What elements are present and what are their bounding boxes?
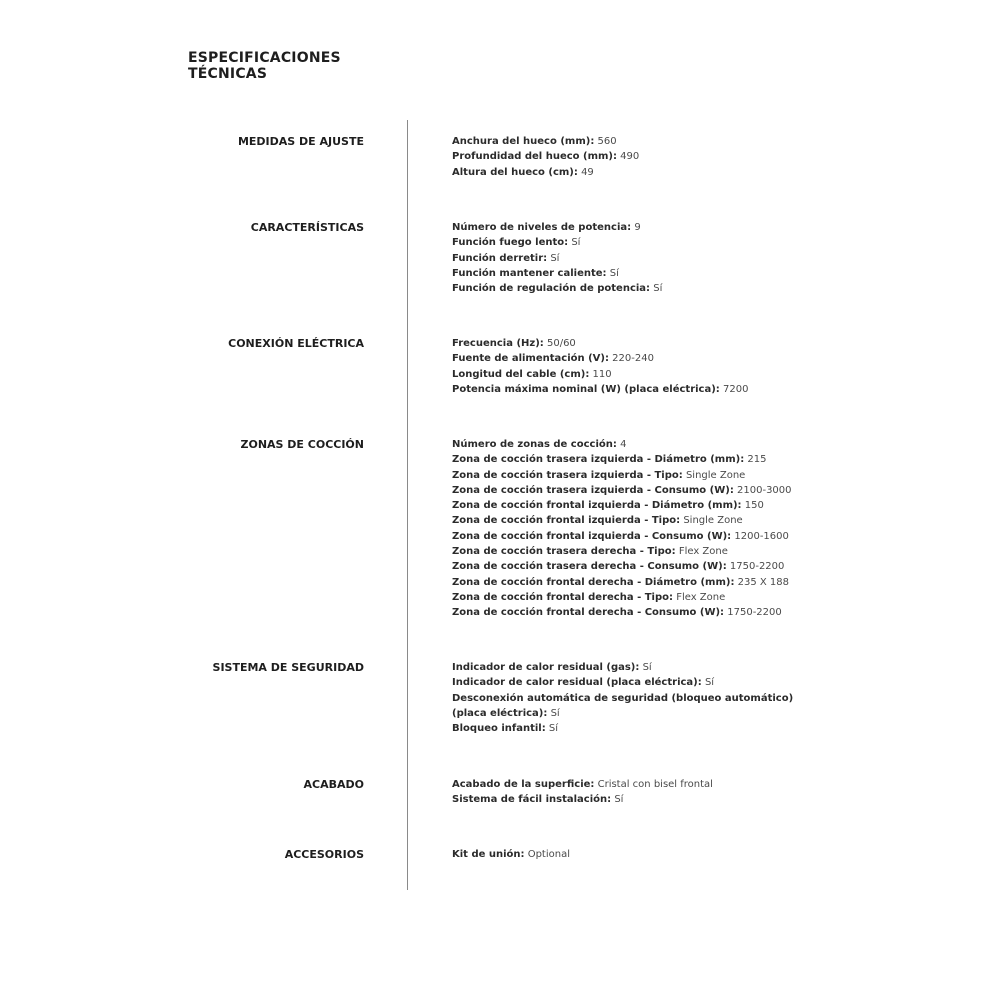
spec-value: Cristal con bisel frontal — [597, 779, 713, 790]
spec-value: 560 — [597, 136, 617, 147]
spec-item — [452, 149, 832, 164]
spec-key: (placa eléctrica): — [452, 707, 548, 719]
section-label: MEDIDAS DE AJUSTE — [237, 135, 364, 148]
spec-list — [452, 777, 832, 808]
spec-value: 1200-1600 — [734, 530, 789, 542]
spec-value: 1750-2200 — [727, 607, 782, 619]
spec-item — [452, 281, 832, 296]
spec-item — [452, 437, 832, 452]
page-title: ESPECIFICACIONES TÉCNICAS — [188, 50, 341, 82]
spec-item — [452, 266, 832, 281]
section-label: ACCESORIOS — [284, 848, 364, 861]
spec-list — [452, 437, 832, 621]
spec-key: Función mantener caliente: — [452, 267, 607, 279]
spec-value: 220-240 — [612, 353, 654, 365]
spec-key: Zona de cocción frontal derecha - Diámetro (mm): — [452, 576, 735, 588]
spec-item — [452, 721, 832, 736]
spec-item — [452, 336, 832, 351]
section-label: SISTEMA DE SEGURIDAD — [212, 661, 364, 674]
spec-item — [452, 544, 832, 559]
spec-item — [452, 220, 832, 235]
spec-key: Frecuencia (Hz): — [452, 338, 544, 349]
spec-item — [452, 792, 832, 807]
spec-key: Zona de cocción trasera derecha - Consumo (W): — [452, 561, 727, 573]
spec-key: Kit de unión: — [452, 849, 525, 860]
spec-value: 2100-3000 — [737, 484, 792, 496]
spec-item — [452, 134, 832, 149]
spec-value: Sí — [642, 662, 652, 673]
spec-value: Sí — [609, 267, 619, 279]
vertical-divider — [407, 120, 408, 890]
spec-item — [452, 660, 832, 675]
spec-key: Zona de cocción frontal derecha - Tipo: — [452, 591, 673, 603]
spec-key: Indicador de calor residual (gas): — [452, 662, 640, 673]
spec-key: Zona de cocción trasera izquierda - Diámetro (mm): — [452, 454, 745, 466]
spec-key: Desconexión automática de seguridad (bloqueo automático) — [452, 692, 794, 704]
spec-item — [452, 382, 832, 397]
spec-item — [452, 605, 832, 620]
spec-key: Anchura del hueco (mm): — [452, 136, 595, 147]
spec-value: 110 — [592, 368, 612, 380]
spec-key: Zona de cocción frontal izquierda - Consumo (W): — [452, 530, 732, 542]
spec-value: 50/60 — [546, 338, 576, 349]
spec-value: 490 — [620, 151, 640, 163]
spec-key: Zona de cocción frontal izquierda - Diámetro (mm): — [452, 500, 742, 512]
spec-value: 9 — [634, 222, 641, 233]
spec-item — [452, 251, 832, 266]
spec-key: Fuente de alimentación (V): — [452, 353, 609, 365]
spec-key: Bloqueo infantil: — [452, 723, 546, 735]
spec-item — [452, 575, 832, 590]
spec-item — [452, 351, 832, 366]
spec-list — [452, 336, 832, 397]
spec-key: Zona de cocción trasera izquierda - Tipo: — [452, 469, 683, 481]
spec-value: 4 — [620, 439, 627, 450]
spec-list — [452, 847, 832, 862]
spec-key: Función fuego lento: — [452, 237, 569, 249]
spec-value: Single Zone — [683, 515, 743, 527]
spec-list — [452, 220, 832, 296]
section-label: ACABADO — [303, 778, 364, 791]
spec-item — [452, 847, 832, 862]
spec-key: Zona de cocción frontal derecha - Consumo (W): — [452, 607, 725, 619]
spec-key: Sistema de fácil instalación: — [452, 794, 612, 806]
spec-list — [452, 134, 832, 180]
spec-value: 215 — [747, 454, 767, 466]
spec-value: Flex Zone — [676, 591, 726, 603]
spec-item — [452, 513, 832, 528]
spec-item — [452, 529, 832, 544]
spec-value: Sí — [653, 283, 663, 295]
spec-value: 49 — [581, 166, 594, 178]
spec-item — [452, 235, 832, 250]
spec-value: 150 — [744, 500, 764, 512]
spec-key: Número de zonas de cocción: — [452, 439, 617, 450]
spec-value: Sí — [550, 252, 560, 264]
spec-value: 1750-2200 — [729, 561, 785, 573]
spec-item — [452, 590, 832, 605]
spec-item — [452, 498, 832, 513]
spec-value: Sí — [571, 237, 581, 249]
spec-key: Profundidad del hueco (mm): — [452, 151, 617, 163]
spec-value: Sí — [614, 794, 624, 806]
spec-key: Zona de cocción frontal izquierda - Tipo: — [452, 515, 681, 527]
section-label: ZONAS DE COCCIÓN — [240, 438, 364, 451]
spec-value: Sí — [704, 677, 715, 689]
spec-item — [452, 559, 832, 574]
spec-key: Acabado de la superficie: — [452, 779, 595, 790]
section-label: CONEXIÓN ELÉCTRICA — [228, 337, 364, 350]
spec-key: Altura del hueco (cm): — [452, 166, 578, 178]
spec-value: Flex Zone — [678, 546, 728, 558]
spec-key: Función derretir: — [452, 252, 548, 264]
spec-item — [452, 165, 832, 180]
spec-item — [452, 691, 832, 706]
spec-value: 7200 — [722, 383, 749, 395]
spec-key: Longitud del cable (cm): — [452, 368, 590, 380]
spec-value: Sí — [548, 723, 559, 735]
spec-item — [452, 468, 832, 483]
spec-key: Función de regulación de potencia: — [452, 283, 651, 295]
section-label: CARACTERÍSTICAS — [250, 221, 364, 234]
spec-key: Potencia máxima nominal (W) (placa eléctrica): — [452, 383, 720, 395]
spec-value: Sí — [550, 707, 560, 719]
spec-key: Zona de cocción trasera izquierda - Consumo (W): — [452, 484, 734, 496]
spec-value: Optional — [527, 849, 570, 860]
spec-item — [452, 706, 832, 721]
spec-value: Single Zone — [685, 469, 746, 481]
spec-item — [452, 452, 832, 467]
spec-key: Número de niveles de potencia: — [452, 222, 632, 233]
spec-item — [452, 777, 832, 792]
spec-value: 235 X 188 — [737, 576, 790, 588]
spec-item — [452, 367, 832, 382]
spec-list — [452, 660, 832, 736]
spec-item — [452, 483, 832, 498]
spec-key: Zona de cocción trasera derecha - Tipo: — [452, 546, 676, 558]
spec-item — [452, 675, 832, 690]
spec-key: Indicador de calor residual (placa eléctrica): — [452, 677, 702, 689]
